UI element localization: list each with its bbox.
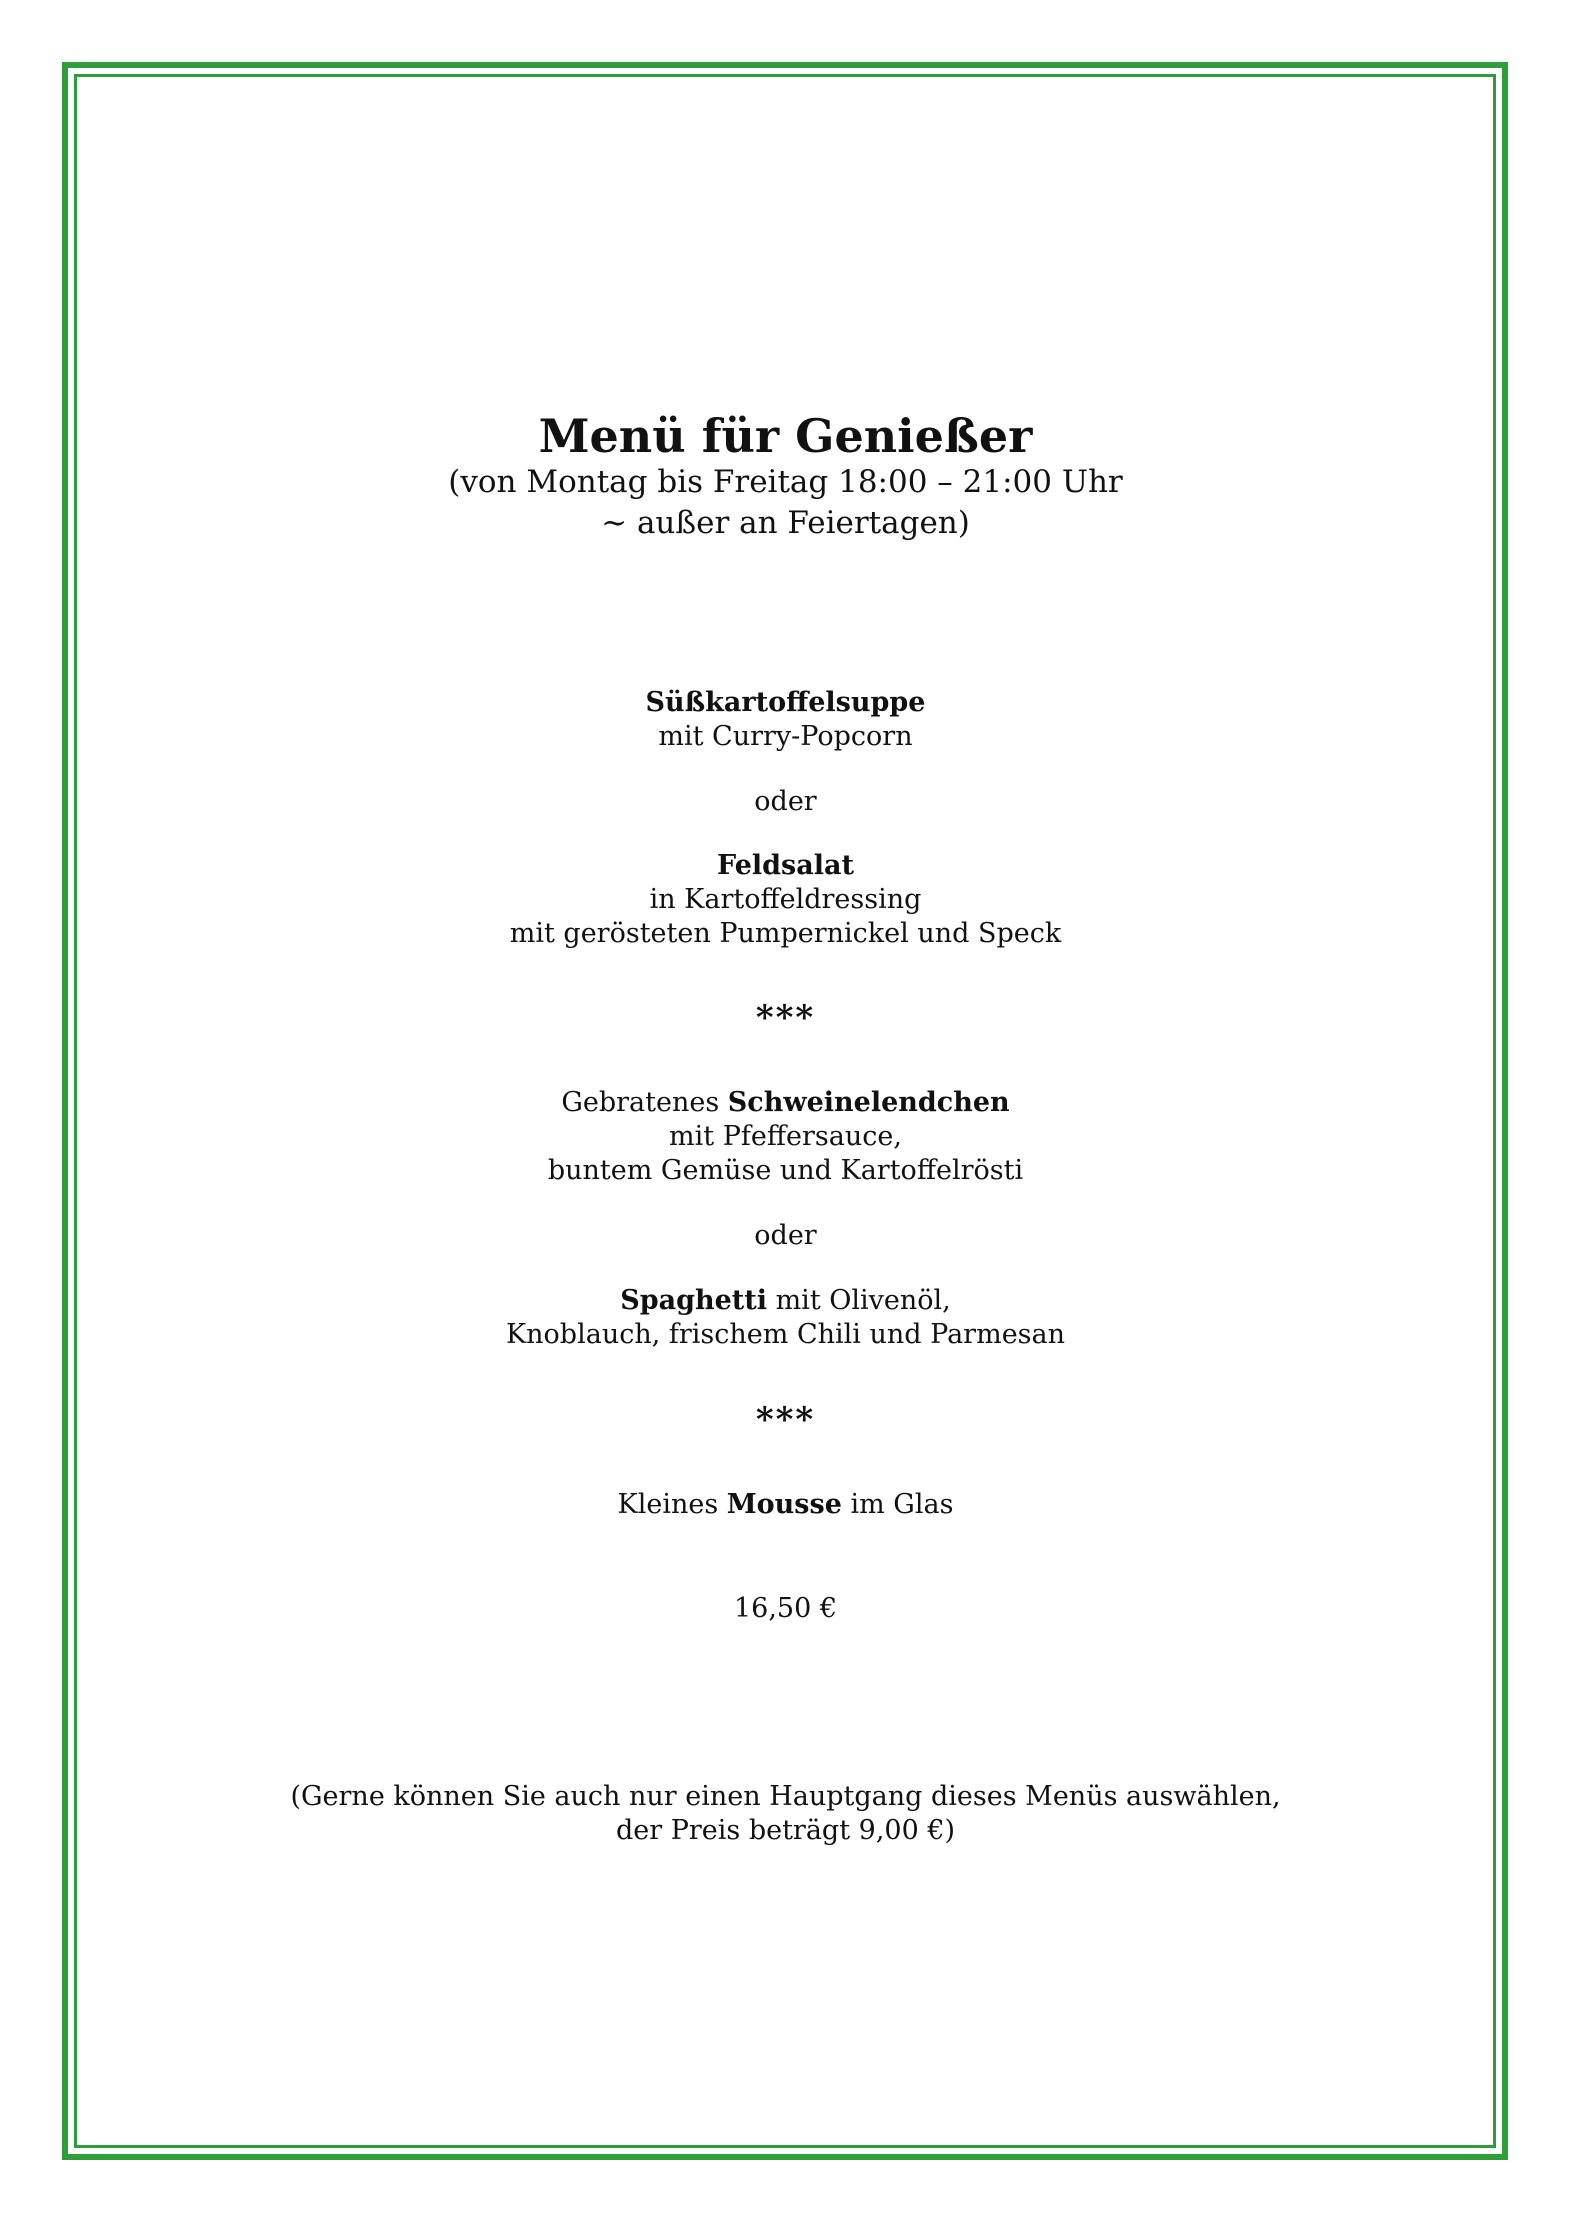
main-1-desc-2: buntem Gemüse und Kartoffelrösti (547, 1155, 1024, 1186)
starter-2-desc-1: in Kartoffeldressing (649, 884, 922, 915)
main-1-name: Schweinelendchen (727, 1087, 1010, 1118)
menu-price: 16,50 € (733, 1593, 838, 1624)
dessert-name: Mousse (726, 1489, 842, 1520)
note-line-2: der Preis beträgt 9,00 €) (615, 1815, 956, 1846)
dessert-suffix: im Glas (841, 1489, 954, 1520)
main-2-suffix: mit Olivenöl, (767, 1285, 951, 1316)
menu-subtitle (0, 462, 1571, 544)
starter-1-name: Süßkartoffelsuppe (645, 687, 926, 718)
main-or-label: oder (754, 1220, 817, 1251)
note-line-1: (Gerne können Sie auch nur einen Hauptgang dieses Menüs auswählen, (290, 1781, 1281, 1812)
starter-2-name: Feldsalat (717, 850, 854, 881)
course-separator-1: *** (755, 998, 816, 1038)
main-2-title (0, 1284, 1571, 1318)
starter-2-desc-2: mit gerösteten Pumpernickel und Speck (509, 918, 1062, 949)
main-2-name: Spaghetti (620, 1285, 767, 1316)
dessert-line (0, 1488, 1571, 1522)
main-1-title (0, 1086, 1571, 1120)
starter-1-desc: mit Curry-Popcorn (658, 721, 913, 752)
subtitle-line-2: ~ außer an Feiertagen) (601, 505, 970, 541)
main-1-desc-1: mit Pfeffersauce, (669, 1121, 902, 1152)
menu-title: Menü für Genießer (538, 409, 1033, 463)
starter-or-label: oder (754, 786, 817, 817)
subtitle-line-1: (von Montag bis Freitag 18:00 – 21:00 Uhr (448, 464, 1123, 500)
main-2-desc-2: Knoblauch, frischem Chili und Parmesan (505, 1319, 1066, 1350)
dessert-prefix: Kleines (617, 1489, 727, 1520)
course-separator-2: *** (755, 1400, 816, 1440)
main-1-prefix: Gebratenes (561, 1087, 728, 1118)
